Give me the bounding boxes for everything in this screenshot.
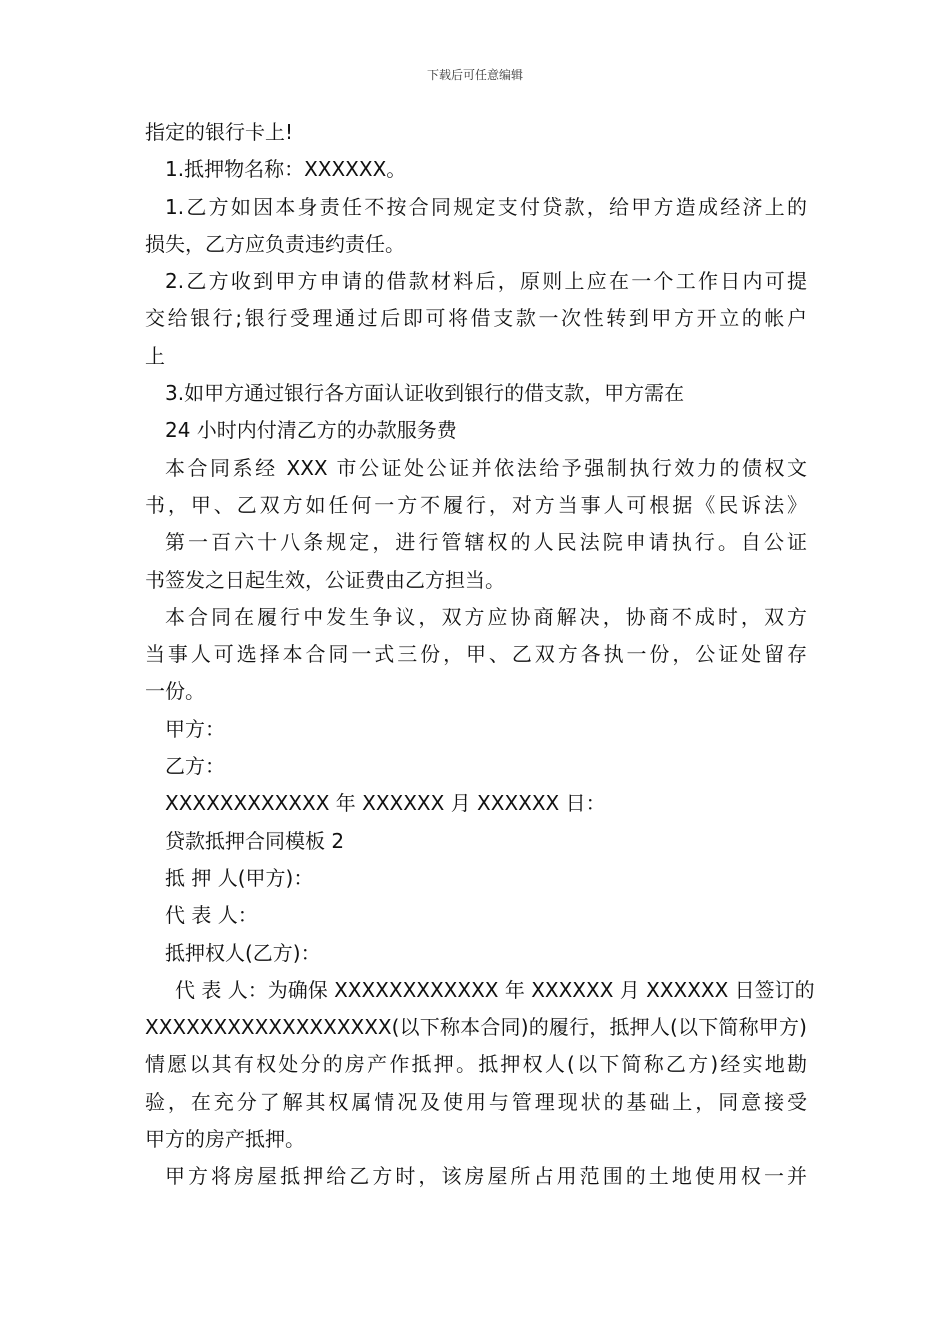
document-line: 抵押权人(乙方)： — [165, 940, 321, 965]
document-line: 第一百六十八条规定，进行管辖权的人民法院申请执行。自公证 — [165, 530, 807, 555]
document-line: 2.乙方收到甲方申请的借款材料后，原则上应在一个工作日内可提 — [165, 269, 807, 294]
document-line: 甲方： — [165, 716, 225, 741]
document-line: 损失，乙方应负责违约责任。 — [145, 231, 405, 256]
document-line: 一份。 — [145, 679, 205, 704]
document-line: 书，甲、乙双方如任何一方不履行，对方当事人可根据《民诉法》 — [145, 492, 807, 517]
document-line: 抵 押 人(甲方)： — [165, 865, 314, 890]
page-header: 下载后可任意编辑 — [426, 68, 523, 82]
document-body — [145, 114, 815, 1196]
document-line: 上 — [145, 343, 165, 368]
document-line: 贷款抵押合同模板 2 — [165, 828, 345, 853]
document-line: 甲方将房屋抵押给乙方时，该房屋所占用范围的土地使用权一并 — [165, 1164, 807, 1189]
document-line: 乙方： — [165, 754, 225, 779]
document-line: 代 表 人：为确保 XXXXXXXXXXXX 年 XXXXXX 月 XXXXXX 日签订的 — [175, 977, 815, 1002]
document-line: 验，在充分了解其权属情况及使用与管理现状的基础上，同意接受 — [145, 1089, 807, 1114]
document-line: 书签发之日起生效，公证费由乙方担当。 — [145, 567, 505, 592]
document-line: 当事人可选择本合同一式三份，甲、乙双方各执一份，公证处留存 — [145, 642, 807, 667]
document-line: 3.如甲方通过银行各方面认证收到银行的借支款，甲方需在 — [165, 381, 685, 406]
document-line: 指定的银行卡上! — [145, 120, 294, 144]
document-line: 本合同在履行中发生争议，双方应协商解决，协商不成时，双方 — [165, 604, 807, 629]
document-line: 情愿以其有权处分的房产作抵押。抵押权人(以下简称乙方)经实地勘 — [145, 1052, 807, 1077]
document-line: 甲方的房产抵押。 — [145, 1127, 305, 1152]
document-line: XXXXXXXXXXXXXXXXXX(以下称本合同)的履行，抵押人(以下简称甲方) — [145, 1015, 807, 1040]
document-line: 1.乙方如因本身责任不按合同规定支付贷款，给甲方造成经济上的 — [165, 194, 807, 219]
document-line: 1.抵押物名称：XXXXXX。 — [165, 157, 407, 182]
document-line: 24 小时内付清乙方的办款服务费 — [165, 418, 457, 443]
document-line: 代 表 人： — [165, 903, 258, 928]
document-line: XXXXXXXXXXXX 年 XXXXXX 月 XXXXXX 日： — [165, 791, 606, 816]
document-line: 交给银行;银行受理通过后即可将借支款一次性转到甲方开立的帐户 — [145, 306, 807, 331]
document-line: 本合同系经 XXX 市公证处公证并依法给予强制执行效力的债权文 — [165, 455, 807, 480]
